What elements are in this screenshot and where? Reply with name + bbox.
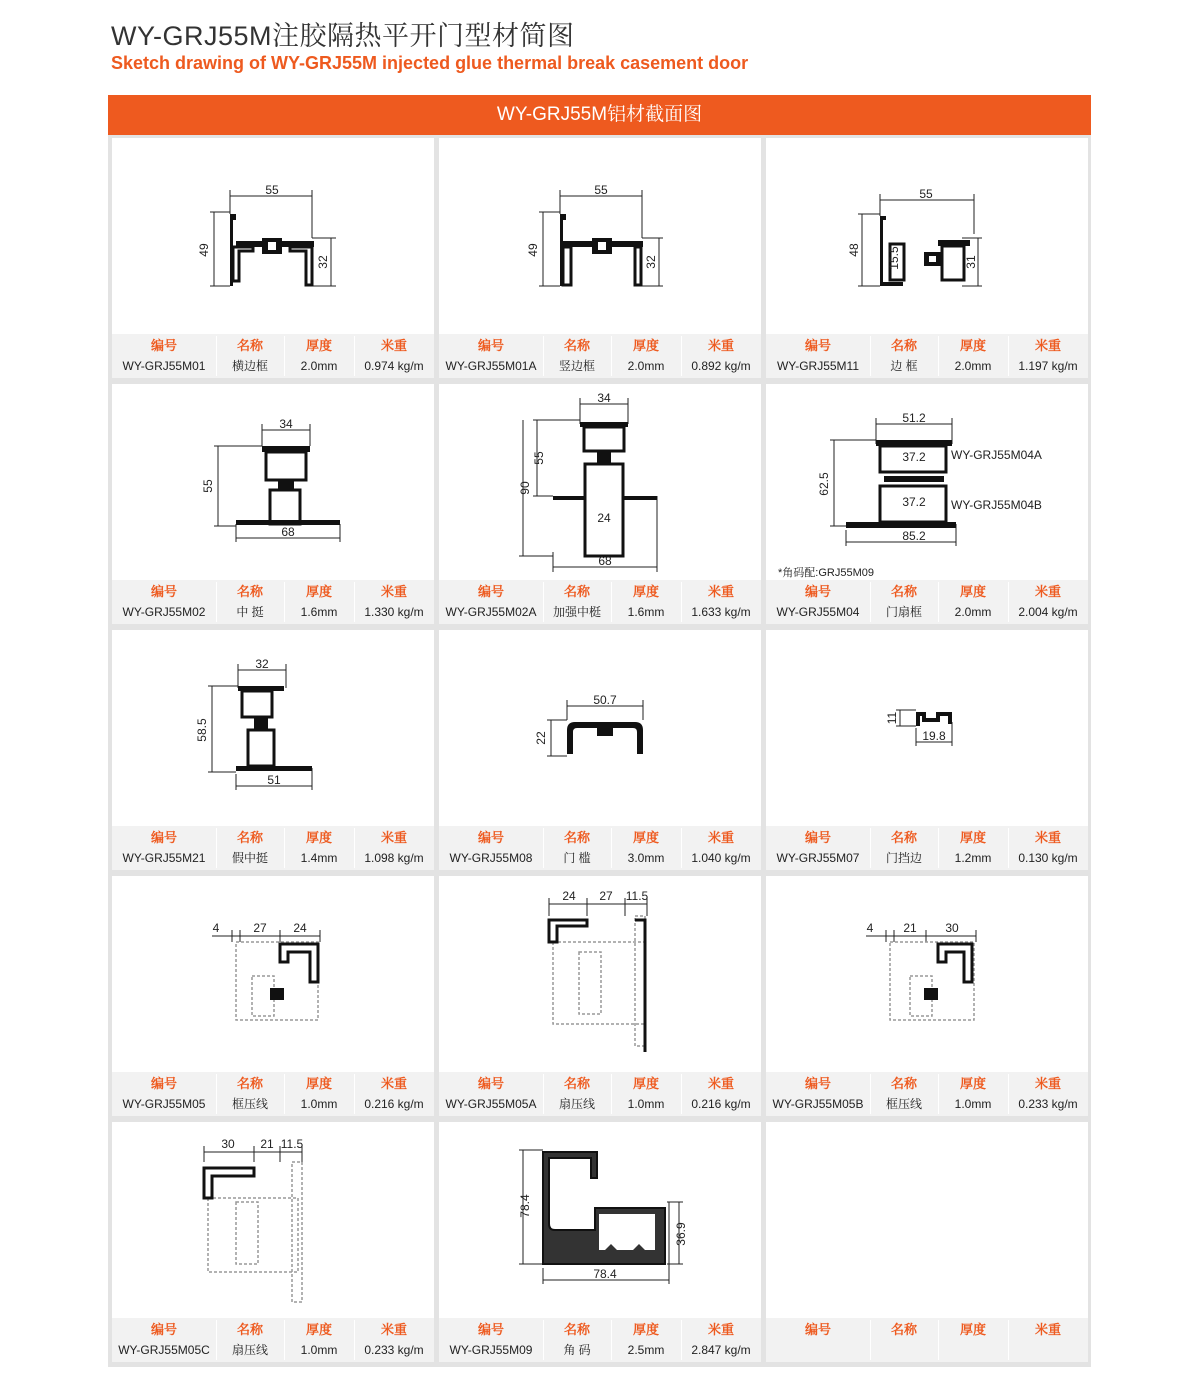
section-banner: WY-GRJ55M铝材截面图 <box>108 95 1091 135</box>
thickness-header: 厚度 <box>305 338 332 353</box>
dimension-label: 34 <box>279 417 293 431</box>
name-value: 中 挺 <box>236 605 264 619</box>
profile-drawing <box>439 876 761 1072</box>
code-header: 编号 <box>804 1076 831 1091</box>
profile-drawing <box>112 876 434 1072</box>
profile-drawing <box>766 384 1088 580</box>
name-header: 名称 <box>563 830 590 845</box>
code-value: WY-GRJ55M07 <box>776 851 860 865</box>
spec-table <box>112 334 434 378</box>
weight-header: 米重 <box>1034 830 1061 845</box>
dimension-label: 19.8 <box>922 729 946 743</box>
dimension-label: 32 <box>644 255 658 269</box>
weight-header: 米重 <box>380 1322 407 1337</box>
thickness-value: 1.0mm <box>954 1097 992 1111</box>
thickness-value: 2.0mm <box>300 359 338 373</box>
dimension-label: 27 <box>253 921 267 935</box>
dimension-label: 36.9 <box>674 1222 688 1246</box>
weight-value: 2.847 kg/m <box>691 1343 751 1357</box>
code-header: 编号 <box>150 338 177 353</box>
profile-drawing <box>766 1122 1088 1318</box>
name-value: 扇压线 <box>231 1343 268 1357</box>
name-header: 名称 <box>890 1076 917 1091</box>
code-header: 编号 <box>150 1076 177 1091</box>
dimension-label: 21 <box>260 1137 274 1151</box>
profile-drawing <box>439 384 761 580</box>
profile-card-empty <box>766 1122 1088 1362</box>
dimension-label: 32 <box>255 657 269 671</box>
dimension-label: 48 <box>847 243 861 257</box>
thickness-header: 厚度 <box>959 1076 986 1091</box>
name-header: 名称 <box>890 338 917 353</box>
name-header: 名称 <box>236 338 263 353</box>
profile-card <box>766 384 1088 624</box>
dimension-label: 85.2 <box>902 529 926 543</box>
name-header: 名称 <box>563 584 590 599</box>
name-header: 名称 <box>563 338 590 353</box>
code-value: WY-GRJ55M02A <box>445 605 537 619</box>
code-value: WY-GRJ55M01 <box>122 359 206 373</box>
name-value: 扇压线 <box>558 1097 595 1111</box>
dimension-label: 11 <box>885 711 899 725</box>
dimension-label: 15.5 <box>887 246 901 270</box>
weight-header: 米重 <box>380 1076 407 1091</box>
dimension-label: 49 <box>197 243 211 257</box>
code-value: WY-GRJ55M05B <box>772 1097 864 1111</box>
spec-table <box>112 826 434 870</box>
profile-card <box>439 876 761 1116</box>
spec-table <box>112 1072 434 1116</box>
weight-header: 米重 <box>380 338 407 353</box>
dimension-label: 37.2 <box>902 495 926 509</box>
code-header: 编号 <box>804 1322 831 1337</box>
name-header: 名称 <box>236 1076 263 1091</box>
profile-card <box>439 1122 761 1362</box>
thickness-value: 3.0mm <box>627 851 665 865</box>
weight-value: 1.040 kg/m <box>691 851 751 865</box>
code-value: WY-GRJ55M05C <box>118 1343 210 1357</box>
code-header: 编号 <box>477 584 504 599</box>
spec-table <box>766 826 1088 870</box>
dimension-label: 4 <box>212 921 220 935</box>
spec-table <box>439 334 761 378</box>
weight-header: 米重 <box>707 1322 734 1337</box>
weight-header: 米重 <box>380 584 407 599</box>
code-header: 编号 <box>804 584 831 599</box>
code-value: WY-GRJ55M21 <box>122 851 206 865</box>
dimension-label: 55 <box>201 479 215 493</box>
profile-card <box>439 138 761 378</box>
spec-table <box>439 1318 761 1362</box>
dimension-label: 90 <box>518 481 532 495</box>
code-header: 编号 <box>804 338 831 353</box>
dimension-label: 22 <box>534 731 548 745</box>
thickness-value: 1.2mm <box>954 851 992 865</box>
name-value: 门扇框 <box>885 605 922 619</box>
thickness-header: 厚度 <box>959 338 986 353</box>
profile-card <box>112 1122 434 1362</box>
code-header: 编号 <box>150 1322 177 1337</box>
name-value: 门 槛 <box>563 851 591 865</box>
pairing-note: *角码配:GRJ55M09 <box>778 567 874 579</box>
name-header: 名称 <box>890 1322 917 1337</box>
weight-header: 米重 <box>707 584 734 599</box>
profile-card <box>112 384 434 624</box>
dimension-label: 62.5 <box>817 472 831 496</box>
weight-value: 0.216 kg/m <box>364 1097 424 1111</box>
name-value: 边 框 <box>890 359 918 373</box>
weight-value: 0.233 kg/m <box>364 1343 424 1357</box>
code-value: WY-GRJ55M02 <box>122 605 206 619</box>
thickness-header: 厚度 <box>305 830 332 845</box>
part-label: WY-GRJ55M04B <box>951 498 1042 512</box>
spec-table <box>766 1072 1088 1116</box>
name-header: 名称 <box>890 584 917 599</box>
dimension-label: 55 <box>265 183 279 197</box>
thickness-header: 厚度 <box>959 584 986 599</box>
thickness-value: 1.4mm <box>300 851 338 865</box>
code-header: 编号 <box>804 830 831 845</box>
spec-table <box>439 826 761 870</box>
thickness-value: 2.0mm <box>954 605 992 619</box>
name-header: 名称 <box>563 1076 590 1091</box>
dimension-label: 51.2 <box>902 411 926 425</box>
profile-drawing <box>439 138 761 334</box>
name-value: 竖边框 <box>558 359 595 373</box>
name-header: 名称 <box>236 584 263 599</box>
dimension-label: 51 <box>267 773 281 787</box>
weight-header: 米重 <box>1034 338 1061 353</box>
name-value: 门挡边 <box>885 851 922 865</box>
dimension-label: 11.5 <box>625 889 649 903</box>
name-value: 框压线 <box>231 1097 268 1111</box>
profile-drawing <box>766 630 1088 826</box>
part-label: WY-GRJ55M04A <box>951 448 1042 462</box>
weight-header: 米重 <box>1034 584 1061 599</box>
weight-value: 1.098 kg/m <box>364 851 424 865</box>
weight-value: 0.130 kg/m <box>1018 851 1078 865</box>
dimension-label: 50.7 <box>593 693 617 707</box>
profile-card <box>112 138 434 378</box>
dimension-label: 78.4 <box>593 1267 617 1281</box>
weight-value: 0.974 kg/m <box>364 359 424 373</box>
thickness-header: 厚度 <box>632 584 659 599</box>
dimension-label: 31 <box>964 255 978 269</box>
page-subtitle: Sketch drawing of WY-GRJ55M injected glue thermal break casement door <box>111 53 749 73</box>
code-value: WY-GRJ55M01A <box>445 359 537 373</box>
weight-value: 1.330 kg/m <box>364 605 424 619</box>
dimension-label: 30 <box>945 921 959 935</box>
name-header: 名称 <box>890 830 917 845</box>
weight-header: 米重 <box>380 830 407 845</box>
thickness-value: 1.6mm <box>627 605 665 619</box>
dimension-label: 55 <box>532 451 546 465</box>
spec-table <box>766 1318 1088 1362</box>
profile-drawing <box>112 1122 434 1318</box>
dimension-label: 37.2 <box>902 450 926 464</box>
thickness-value: 2.0mm <box>627 359 665 373</box>
thickness-header: 厚度 <box>305 584 332 599</box>
profile-grid <box>108 135 1091 1367</box>
dimension-label: 21 <box>903 921 917 935</box>
code-value: WY-GRJ55M05 <box>122 1097 206 1111</box>
dimension-label: 27 <box>599 889 613 903</box>
name-value: 框压线 <box>885 1097 922 1111</box>
weight-header: 米重 <box>1034 1322 1061 1337</box>
profile-card <box>112 630 434 870</box>
profile-drawing <box>766 876 1088 1072</box>
spec-table <box>439 580 761 624</box>
code-value: WY-GRJ55M04 <box>776 605 860 619</box>
weight-header: 米重 <box>707 1076 734 1091</box>
thickness-header: 厚度 <box>305 1076 332 1091</box>
dimension-label: 55 <box>919 187 933 201</box>
dimension-label: 55 <box>594 183 608 197</box>
dimension-label: 49 <box>526 243 540 257</box>
weight-value: 0.216 kg/m <box>691 1097 751 1111</box>
thickness-value: 1.6mm <box>300 605 338 619</box>
dimension-label: 11.5 <box>280 1137 304 1151</box>
name-header: 名称 <box>236 830 263 845</box>
weight-value: 0.233 kg/m <box>1018 1097 1078 1111</box>
profile-drawing <box>766 138 1088 334</box>
profile-drawing <box>112 138 434 334</box>
weight-value: 2.004 kg/m <box>1018 605 1078 619</box>
spec-table <box>112 580 434 624</box>
thickness-header: 厚度 <box>959 830 986 845</box>
code-value: WY-GRJ55M05A <box>445 1097 537 1111</box>
weight-value: 1.197 kg/m <box>1018 359 1078 373</box>
spec-table <box>439 1072 761 1116</box>
weight-header: 米重 <box>707 338 734 353</box>
name-value: 假中挺 <box>231 851 268 865</box>
thickness-header: 厚度 <box>305 1322 332 1337</box>
profile-drawing <box>112 630 434 826</box>
dimension-label: 68 <box>598 554 612 568</box>
code-header: 编号 <box>477 1076 504 1091</box>
thickness-value: 2.0mm <box>954 359 992 373</box>
weight-header: 米重 <box>707 830 734 845</box>
thickness-value: 2.5mm <box>627 1343 665 1357</box>
thickness-value: 1.0mm <box>627 1097 665 1111</box>
weight-value: 0.892 kg/m <box>691 359 751 373</box>
thickness-value: 1.0mm <box>300 1343 338 1357</box>
dimension-label: 58.5 <box>195 718 209 742</box>
profile-card <box>766 630 1088 870</box>
profile-card <box>766 876 1088 1116</box>
weight-value: 1.633 kg/m <box>691 605 751 619</box>
spec-table <box>766 580 1088 624</box>
dimension-label: 78.4 <box>518 1194 532 1218</box>
profile-card <box>766 138 1088 378</box>
code-value: WY-GRJ55M08 <box>449 851 533 865</box>
dimension-label: 4 <box>866 921 874 935</box>
thickness-value: 1.0mm <box>300 1097 338 1111</box>
name-value: 角 码 <box>563 1343 591 1357</box>
profile-card <box>112 876 434 1116</box>
dimension-label: 30 <box>221 1137 235 1151</box>
page-title: WY-GRJ55M注胶隔热平开门型材简图 <box>111 21 575 51</box>
spec-table <box>766 334 1088 378</box>
code-value: WY-GRJ55M09 <box>449 1343 533 1357</box>
profile-drawing <box>439 630 761 826</box>
thickness-header: 厚度 <box>632 830 659 845</box>
code-header: 编号 <box>477 1322 504 1337</box>
dimension-label: 24 <box>562 889 576 903</box>
name-value: 横边框 <box>231 359 268 373</box>
profile-drawing <box>439 1122 761 1318</box>
thickness-header: 厚度 <box>632 1076 659 1091</box>
profile-card <box>439 630 761 870</box>
code-header: 编号 <box>150 830 177 845</box>
code-header: 编号 <box>477 338 504 353</box>
dimension-label: 32 <box>316 255 330 269</box>
thickness-header: 厚度 <box>632 1322 659 1337</box>
dimension-label: 68 <box>281 525 295 539</box>
name-value: 加强中梃 <box>552 605 601 619</box>
profile-drawing <box>112 384 434 580</box>
weight-header: 米重 <box>1034 1076 1061 1091</box>
code-header: 编号 <box>477 830 504 845</box>
thickness-header: 厚度 <box>632 338 659 353</box>
dimension-label: 24 <box>293 921 307 935</box>
dimension-label: 34 <box>597 391 611 405</box>
dimension-label: 24 <box>597 511 611 525</box>
name-header: 名称 <box>563 1322 590 1337</box>
code-value: WY-GRJ55M11 <box>776 359 860 373</box>
code-header: 编号 <box>150 584 177 599</box>
thickness-header: 厚度 <box>959 1322 986 1337</box>
profile-card <box>439 384 761 624</box>
spec-table <box>112 1318 434 1362</box>
name-header: 名称 <box>236 1322 263 1337</box>
